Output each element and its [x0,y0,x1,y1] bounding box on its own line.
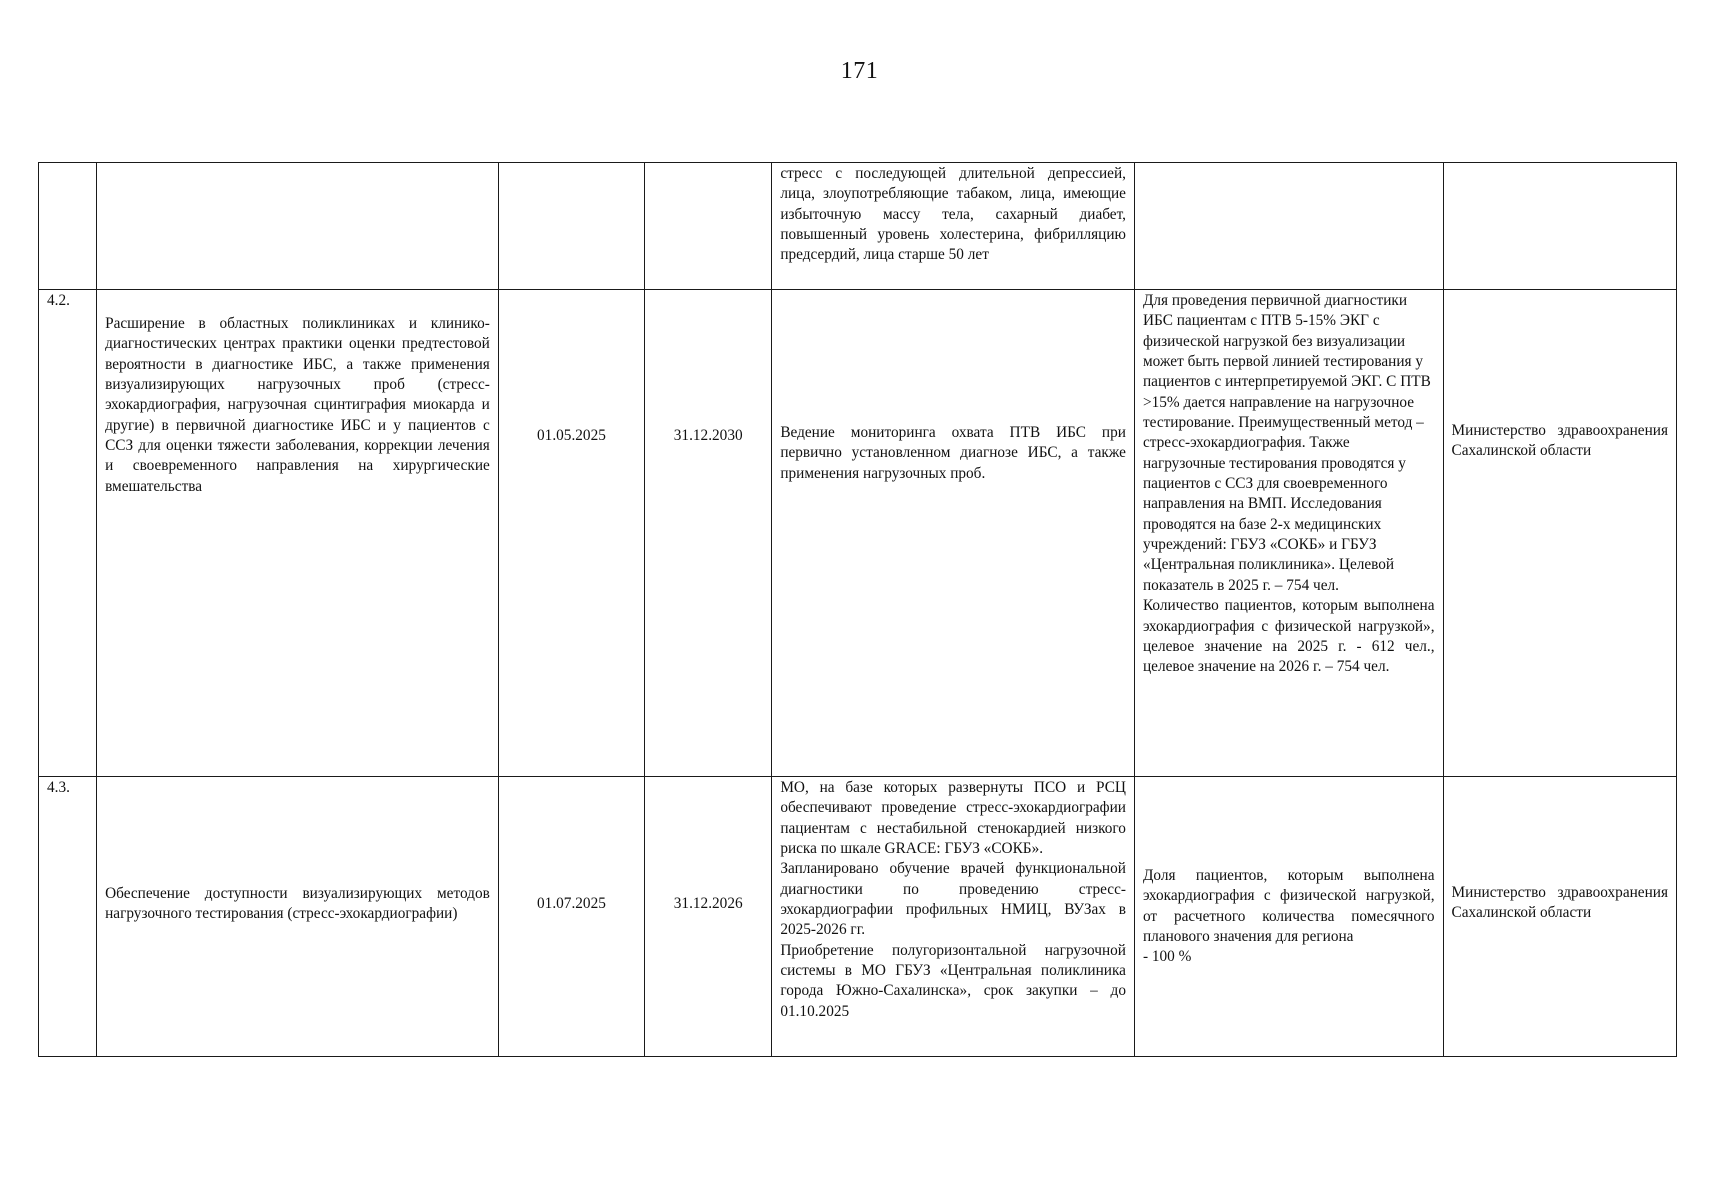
start-date-cell: 01.07.2025 [498,777,644,1057]
row-number-cell: 4.2. [39,290,97,777]
end-date-cell: 31.12.2030 [645,290,772,777]
indicator-cell [1134,290,1443,777]
measure-cell: Обеспечение доступности визуализирующих методов нагрузочного тестирования (стресс-эхокардиографии) [97,777,499,1057]
table-row-continuation [39,163,1677,290]
responsible-cell [1443,163,1676,290]
description-paragraph: Запланировано обучение врачей функциональной диагностики по проведению стресс-эхокардиографии профильных НМИЦ, ВУЗах в 2025-2026 гг. [780,860,1126,939]
measure-cell [97,163,499,290]
row-number-cell: 4.3. [39,777,97,1057]
indicator-cell [1134,777,1443,1057]
table-row [39,290,1677,777]
indicator-value: - 100 % [1142,948,1192,966]
description-cell: стресс с последующей длительной депрессией, лица, злоупотребляющие табаком, лица, имеющие избыточную массу тела, сахарный диабет, повышенный уровень холестерина, фибрилляцию предсердий, лица старше 50 лет [772,163,1135,290]
measure-cell: Расширение в областных поликлиниках и клинико-диагностических центрах практики оценки предтестовой вероятности в диагностике ИБС, а также применения визуализирующих нагрузочных проб (стресс-эхокардиография, нагрузочная сцинтиграфия миокарда и другие) в первичной диагностике ИБС и у пациентов с ССЗ для оценки тяжести заболевания, коррекции лечения и своевременного направления на хирургические вмешательства [97,290,499,777]
description-cell [772,777,1135,1057]
indicator-text: Доля пациентов, которым выполнена эхокардиография с физической нагрузкой, от расчетного количества помесячного планового значения для региона [1142,867,1435,946]
description-paragraph: Приобретение полугоризонтальной нагрузочной системы в МО ГБУЗ «Центральная поликлиника города Южно-Сахалинска», срок закупки – до 01.10.2025 [780,941,1126,1020]
indicator-cell [1134,163,1443,290]
indicator-text: Для проведения первичной диагностики ИБС пациентам с ПТВ 5-15% ЭКГ с физической нагрузкой без визуализации может быть первой линией тестирования у пациентов с интерпретируемой ЭКГ. С ПТВ >15% дается направление на нагрузочное тестирование. Преимущественный метод – стресс-эхокардиография. Также нагрузочные тестирования проводятся у пациентов с ССЗ для своевременного направления на ВМП. Исследования проводятся на базе 2-х медицинских учреждений: ГБУЗ «СОКБ» и ГБУЗ «Центральная поликлиника». Целевой показатель в 2025 г. – 754 чел. [1142,292,1431,594]
responsible-cell: Министерство здравоохранения Сахалинской области [1443,777,1676,1057]
end-date-cell [645,163,772,290]
end-date-cell: 31.12.2026 [645,777,772,1057]
start-date-cell: 01.05.2025 [498,290,644,777]
measures-table [38,162,1677,1057]
description-paragraph: МО, на базе которых развернуты ПСО и РСЦ обеспечивают проведение стресс-эхокардиографии пациентам с нестабильной стенокардией низкого риска по шкале GRACE: ГБУЗ «СОКБ». [780,779,1126,858]
indicator-target-text: Количество пациентов, которым выполнена эхокардиография с физической нагрузкой», целевое значение на 2025 г. - 612 чел., целевое значение на 2026 г. – 754 чел. [1142,597,1435,676]
page-number: 171 [840,58,879,84]
description-cell: Ведение мониторинга охвата ПТВ ИБС при первично установленном диагнозе ИБС, а также применения нагрузочных проб. [772,290,1135,777]
row-number-cell [39,163,97,290]
table-row [39,777,1677,1057]
responsible-cell: Министерство здравоохранения Сахалинской области [1443,290,1676,777]
start-date-cell [498,163,644,290]
